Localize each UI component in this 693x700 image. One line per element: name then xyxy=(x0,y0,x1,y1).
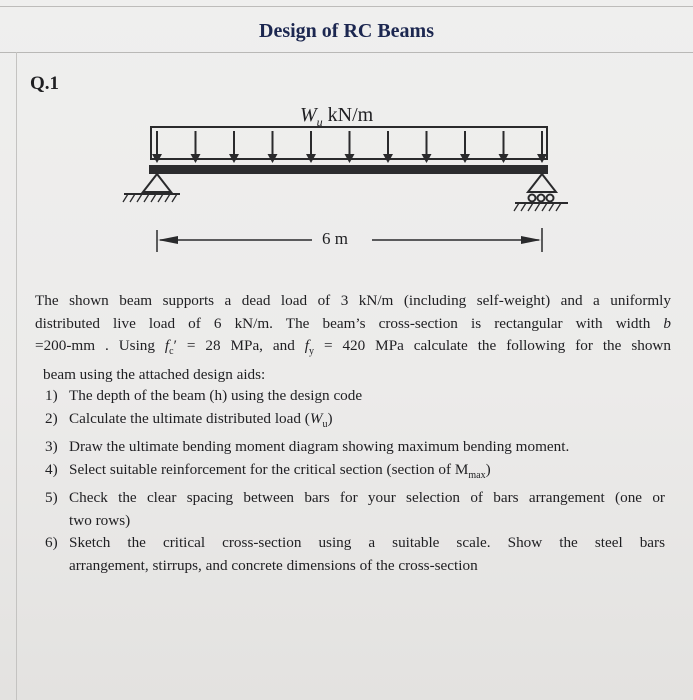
item-number: 5) xyxy=(45,489,58,507)
span-label: 6 m xyxy=(322,229,348,248)
item-text-part: ) xyxy=(485,460,491,478)
fy-value: = 420 MPa calculate the following for the shown xyxy=(314,337,671,354)
width-value: =200-mm . Using xyxy=(35,337,155,354)
item-text-part: Check the clear spacing between bars for your selection of bars arrangement (one or xyxy=(69,489,665,507)
beam xyxy=(149,165,548,174)
page-title: Design of RC Beams xyxy=(259,20,434,42)
right-roller-support xyxy=(514,174,568,211)
item-number: 2) xyxy=(45,409,58,427)
item-text-part: ) xyxy=(327,409,333,427)
width-symbol: b xyxy=(663,314,671,332)
list-item xyxy=(45,408,665,437)
fy-symbol: f xyxy=(304,337,310,354)
item-text-part: Calculate the ultimate distributed load ( xyxy=(69,409,310,427)
fc-value: ′ = 28 MPa, and xyxy=(173,337,295,354)
item-text-part: Sketch the critical cross-section using a suitable scale. Show the steel bars xyxy=(69,534,665,552)
span-dimension xyxy=(157,228,542,252)
item-text xyxy=(69,408,665,437)
mmax-subscript: max xyxy=(468,469,486,481)
list-item xyxy=(45,487,665,532)
problem-line-4: beam using the attached design aids: xyxy=(43,365,266,383)
item-text xyxy=(69,459,665,488)
list-item xyxy=(45,436,665,459)
item-text-part: Select suitable reinforcement for the critical section (section of M xyxy=(69,460,469,478)
item-text xyxy=(69,532,665,577)
item-number: 6) xyxy=(45,534,58,552)
problem-line-2 xyxy=(35,313,671,336)
left-pin-support xyxy=(123,174,180,202)
item-text: Draw the ultimate bending moment diagram showing maximum bending moment. xyxy=(69,438,570,456)
load-symbol: W xyxy=(300,104,317,126)
task-list xyxy=(45,385,665,577)
list-item xyxy=(45,385,665,408)
item-text-part: arrangement, stirrups, and concrete dimensions of the cross-section xyxy=(69,556,478,574)
problem-line-3 xyxy=(35,335,671,364)
item-text xyxy=(69,487,665,532)
load-unit: kN/m xyxy=(327,104,374,126)
fy-subscript: y xyxy=(309,346,315,358)
problem-statement xyxy=(35,290,671,386)
item-number: 3) xyxy=(45,438,58,456)
fc-subscript: c xyxy=(169,346,174,358)
wu-subscript: u xyxy=(322,418,328,430)
problem-line-1: The shown beam supports a dead load of 3 kN/m (including self-weight) and a uniformly xyxy=(35,292,671,309)
item-number: 1) xyxy=(45,387,58,404)
load-subscript: u xyxy=(316,115,323,129)
list-item xyxy=(45,532,665,577)
item-number: 4) xyxy=(45,460,58,478)
fc-symbol: f xyxy=(164,337,170,354)
item-text-part: two rows) xyxy=(69,511,131,529)
wu-symbol: W xyxy=(309,409,323,427)
problem-line-2-text: distributed live load of 6 kN/m. The beam’s cross-section is rectangular with width xyxy=(35,314,651,332)
question-number: Q.1 xyxy=(30,73,60,94)
item-text: The depth of the beam (h) using the design code xyxy=(69,387,363,404)
list-item xyxy=(45,459,665,488)
